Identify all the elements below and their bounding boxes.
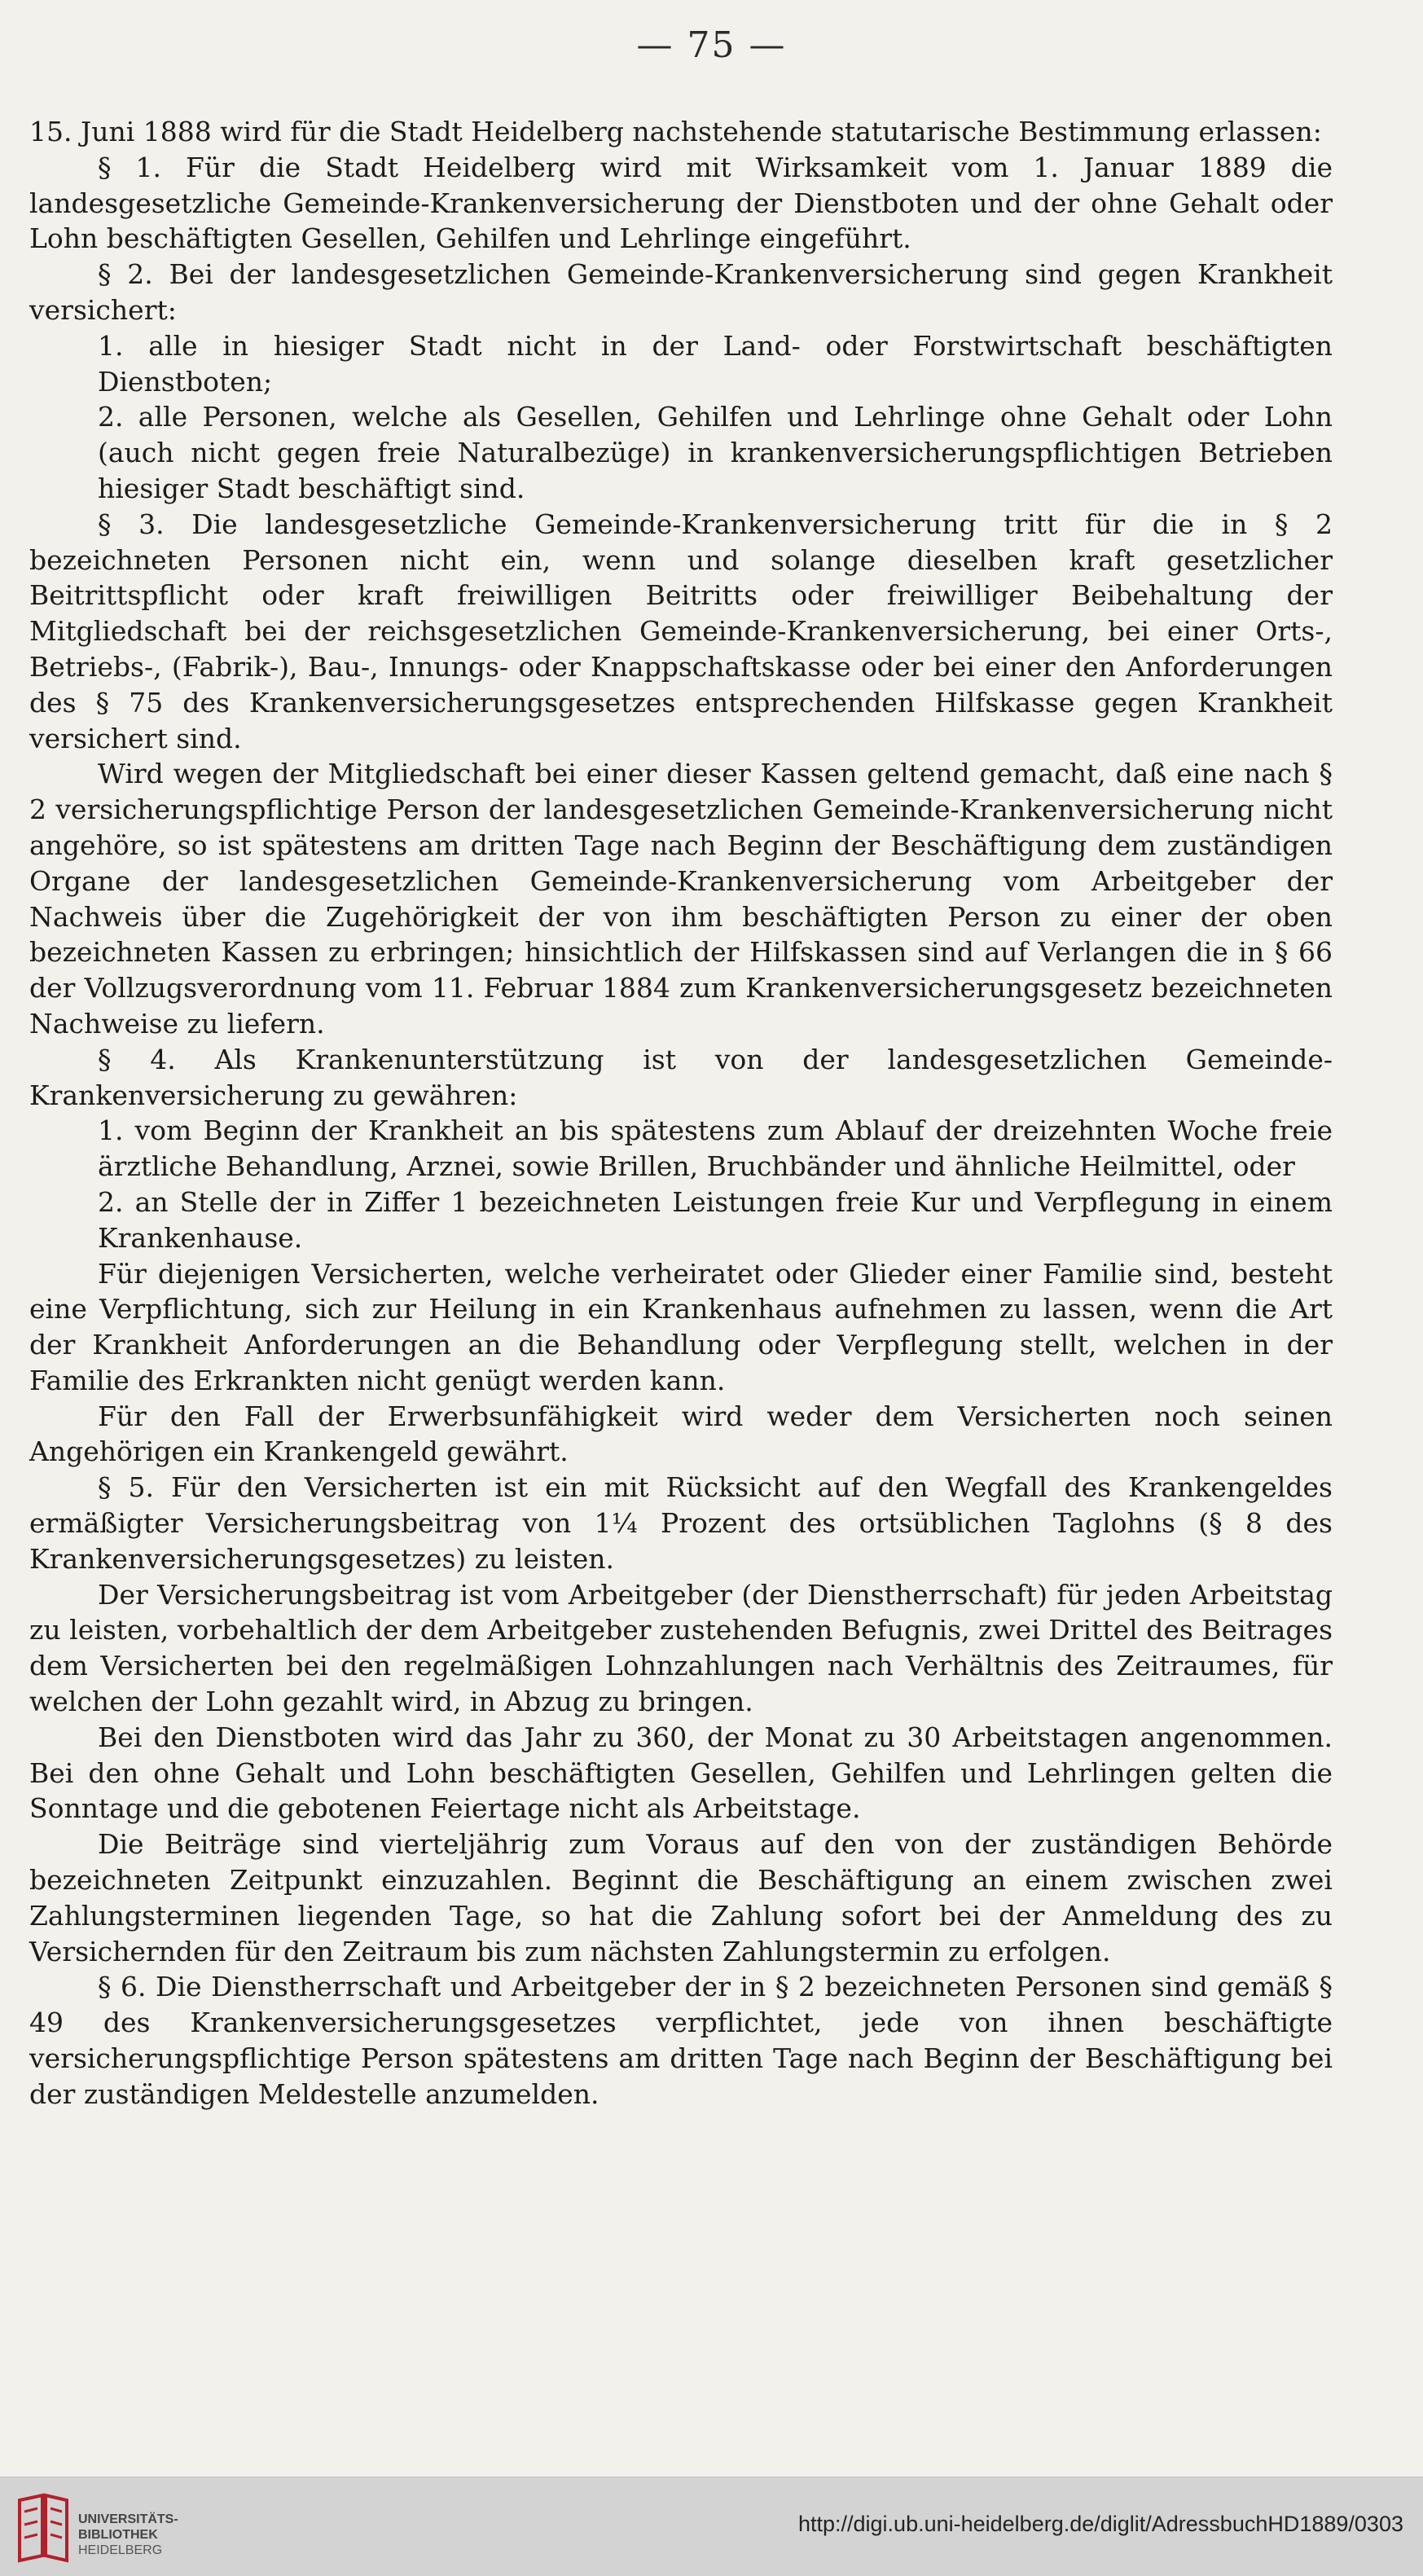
paragraph: Für diejenigen Versicherten, welche verheiratet oder Glieder einer Familie sind, besteht eine Verpflichtung, sich zur Heilung in ein Krankenhaus aufnehmen zu lassen, wenn die Art der Krankheit Anforderungen an die Behandlung oder Verpflegung stellt, welchen in der Familie des Erkrankten nicht genügt werden kann. <box>29 1257 1333 1396</box>
library-name <box>78 2512 178 2558</box>
list-item: 2. an Stelle der in Ziffer 1 bezeichneten Leistungen freie Kur und Verpflegung in einem Krankenhause. <box>98 1185 1333 1254</box>
paragraph: § 1. Für die Stadt Heidelberg wird mit Wirksamkeit vom 1. Januar 1889 die landesgesetzliche Gemeinde-Krankenversicherung der Dienstboten und der ohne Gehalt oder Lohn beschäftigten Gesellen, Gehilfen und Lehrlinge eingeführt. <box>29 151 1333 255</box>
source-url-link[interactable]: http://digi.ub.uni-heidelberg.de/diglit/AdressbuchHD1889/0303 <box>797 2512 1403 2536</box>
library-name-line: BIBLIOTHEK <box>78 2528 158 2542</box>
paragraph: Der Versicherungsbeitrag ist vom Arbeitgeber (der Dienstherrschaft) für jeden Arbeitstag zu leisten, vorbehaltlich der dem Arbeitgeber zustehenden Befugnis, zwei Drittel des Beitrages dem Versicherten bei den regelmäßigen Lohnzahlungen nach Verhältnis des Zeitraumes, für welchen der Lohn gezahlt wird, in Abzug zu bringen. <box>29 1578 1333 1718</box>
viewer-footer <box>0 2477 1423 2576</box>
list-item: 2. alle Personen, welche als Gesellen, Gehilfen und Lehrlinge ohne Gehalt oder Lohn (auch nicht gegen freie Naturalbezüge) in krankenversicherungspflichtigen Betrieben hiesiger Stadt beschäftigt sind. <box>98 401 1333 504</box>
paragraph: Bei den Dienstboten wird das Jahr zu 360, der Monat zu 30 Arbeitstagen angenommen. Bei den ohne Gehalt und Lohn beschäftigten Gesellen, Gehilfen und Lehrlingen gelten die Sonntage und die gebotenen Feiertage nicht als Arbeitstage. <box>29 1721 1333 1825</box>
paragraph: § 4. Als Krankenunterstützung ist von der landesgesetzlichen Gemeinde-Krankenversicherung zu gewähren: <box>29 1043 1333 1111</box>
paragraph: § 3. Die landesgesetzliche Gemeinde-Krankenversicherung tritt für die in § 2 bezeichneten Personen nicht ein, wenn und solange dieselben kraft gesetzlicher Beitrittspflicht oder kraft freiwilligen Beitritts oder freiwilliger Beibehaltung der Mitgliedschaft bei der reichsgesetzlichen Gemeinde-Krankenversicherung, bei einer Orts-, Betriebs-, (Fabrik-), Bau-, Innungs- oder Knappschaftskasse oder bei einer den Anforderungen des § 75 des Krankenversicherungsgesetzes entsprechenden Hilfskasse gegen Krankheit versichert sind. <box>29 508 1333 754</box>
page-number: — 75 — <box>636 24 787 66</box>
paragraph: Die Beiträge sind vierteljährig zum Voraus auf den von der zuständigen Behörde bezeichneten Zeitpunkt einzuzahlen. Beginnt die Beschäftigung an einem zwischen zwei Zahlungsterminen liegenden Tage, so hat die Zahlung sofort bei der Anmeldung des zu Versichernden für den Zeitraum bis zum nächsten Zahlungstermin zu erfolgen. <box>29 1828 1333 1967</box>
library-name-line: UNIVERSITÄTS- <box>78 2512 178 2526</box>
document-body <box>29 114 1333 2112</box>
paragraph: 15. Juni 1888 wird für die Stadt Heidelberg nachstehende statutarische Bestimmung erlassen: <box>29 116 1322 147</box>
list-item: 1. alle in hiesiger Stadt nicht in der Land- oder Forstwirtschaft beschäftigten Dienstboten; <box>98 329 1333 398</box>
paragraph: Wird wegen der Mitgliedschaft bei einer dieser Kassen geltend gemacht, daß eine nach § 2 versicherungspflichtige Person der landesgesetzlichen Gemeinde-Krankenversicherung nicht angehöre, so ist spätestens am dritten Tage nach Beginn der Beschäftigung dem zuständigen Organe der landesgesetzlichen Gemeinde-Krankenversicherung vom Arbeitgeber der Nachweis über die Zugehörigkeit der von ihm beschäftigten Person zu einer der oben bezeichneten Kassen zu erbringen; hinsichtlich der Hilfskassen sind auf Verlangen die in § 66 der Vollzugsverordnung vom 11. Februar 1884 zum Krankenversicherungsgesetz bezeichneten Nachweise zu liefern. <box>29 758 1333 1040</box>
paragraph: § 2. Bei der landesgesetzlichen Gemeinde-Krankenversicherung sind gegen Krankheit versichert: <box>29 258 1333 326</box>
paragraph: Für den Fall der Erwerbsunfähigkeit wird weder dem Versicherten noch seinen Angehörigen ein Krankengeld gewährt. <box>29 1400 1333 1468</box>
paragraph: § 5. Für den Versicherten ist ein mit Rücksicht auf den Wegfall des Krankengeldes ermäßigter Versicherungsbeitrag von 1¼ Prozent des ortsüblichen Taglohns (§ 8 des Krankenversicherungsgesetzes) zu leisten. <box>29 1471 1333 1575</box>
paragraph: § 6. Die Dienstherrschaft und Arbeitgeber der in § 2 bezeichneten Personen sind gemäß § 49 des Krankenversicherungsgesetzes verpflichtet, jede von ihnen beschäftigte versicherungspflichtige Person spätestens am dritten Tage nach Beginn der Beschäftigung bei der zuständigen Meldestelle anzumelden. <box>29 1971 1333 2110</box>
list-item: 1. vom Beginn der Krankheit an bis spätestens zum Ablauf der dreizehnten Woche freie ärztliche Behandlung, Arznei, sowie Brillen, Bruchbänder und ähnliche Heilmittel, oder <box>98 1114 1333 1183</box>
library-city: HEIDELBERG <box>78 2543 163 2557</box>
university-library-logo-icon <box>15 2492 72 2564</box>
